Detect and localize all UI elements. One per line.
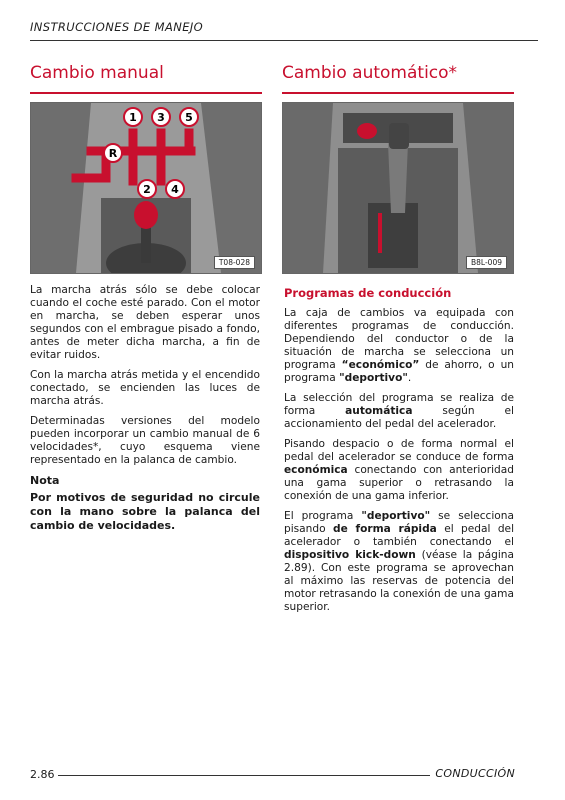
auto-p1-text-a: La caja de cambios va equipada con diferentes programas de conducción. Dependiendo del conductor o de la situación de marcha se selecciona un programa <box>284 307 514 371</box>
title-manual: Cambio manual <box>30 63 164 83</box>
nota-text: Por motivos de seguridad no circule con la mano sobre la palanca del cambio de velocidades. <box>30 491 260 532</box>
manual-paragraph-1: La marcha atrás sólo se debe colocar cuando el coche esté parado. Con el motor en marcha, se deben esperar unos segundos con el embrague pisado a fondo, antes de meter dicha marcha, a fin de evitar ruidos. <box>30 284 260 361</box>
gear-label-3: 3 <box>157 111 165 124</box>
auto-paragraph-2 <box>284 392 514 431</box>
footer-section: CONDUCCIÓN <box>435 767 515 780</box>
auto-p4-text-g: (véase la página 2.89). Con este programa se aprovechan al máximo las reservas de potencia del motor retrasando la conexión de una gama superior. <box>284 549 514 613</box>
gear-label-4: 4 <box>171 183 179 196</box>
auto-p4-kickdown: dispositivo kick-down <box>284 549 416 561</box>
auto-paragraph-3 <box>284 438 514 503</box>
subtitle-programs: Programas de conducción <box>284 286 452 300</box>
gear-label-1: 1 <box>129 111 137 124</box>
auto-p4-text-e: el pedal del acelerador o también conectando el <box>284 523 515 548</box>
auto-p2-automatica: automática <box>345 405 413 417</box>
auto-p3-text-a: Pisando despacio o de forma normal el pedal del acelerador se conduce de forma <box>284 438 514 463</box>
auto-p4-text-a: El programa <box>284 510 362 522</box>
gear-label-2: 2 <box>143 183 151 196</box>
manual-paragraph-2: Con la marcha atrás metida y el encendido conectado, se encienden las luces de marcha atrás. <box>30 369 260 407</box>
title-rule-left <box>30 92 262 94</box>
auto-p4-deportivo: "deportivo" <box>361 510 431 522</box>
auto-p2-text-a: La selección del programa se realiza de forma <box>284 392 514 417</box>
title-automatic: Cambio automático* <box>282 63 458 83</box>
title-rule-right <box>282 92 514 94</box>
photo-manual-gearbox <box>30 102 262 274</box>
auto-paragraph-4 <box>284 510 514 614</box>
auto-p3-text-c: conectando con anterioridad una gama superior o retrasando la conexión de una gama inferior. <box>284 464 514 502</box>
auto-p1-text-e: . <box>407 372 412 384</box>
nota-label: Nota <box>30 474 60 487</box>
auto-p4-text-c: se selecciona pisando <box>284 510 514 535</box>
photo-code-manual: T08-028 <box>214 256 255 269</box>
gear-label-r: R <box>108 147 118 160</box>
photo-code-automatic: B8L-009 <box>466 256 507 269</box>
header-rule <box>30 40 538 41</box>
manual-gearbox-illustration <box>31 103 261 273</box>
auto-p4-rapida: de forma rápida <box>333 523 437 535</box>
auto-p1-text-c: de ahorro, o un programa <box>284 359 514 384</box>
auto-paragraph-1 <box>284 307 514 385</box>
manual-body <box>30 284 260 533</box>
running-header: INSTRUCCIONES DE MANEJO <box>30 20 204 34</box>
footer-rule <box>58 775 430 776</box>
auto-p3-economica: económica <box>284 464 348 476</box>
auto-p1-deportivo: "deportivo" <box>339 372 408 384</box>
auto-p2-text-c: según el accionamiento del pedal del acelerador. <box>284 405 514 430</box>
automatic-gearbox-illustration <box>283 103 513 273</box>
automatic-body <box>284 287 514 621</box>
manual-paragraph-3: Determinadas versiones del modelo pueden incorporar un cambio manual de 6 velocidades*, cuyo esquema viene representado en la palanca de cambio. <box>30 415 260 466</box>
gear-label-5: 5 <box>185 111 193 124</box>
auto-p1-economico: “económico” <box>341 359 420 371</box>
photo-automatic-gearbox <box>282 102 514 274</box>
page-number: 2.86 <box>30 768 55 781</box>
